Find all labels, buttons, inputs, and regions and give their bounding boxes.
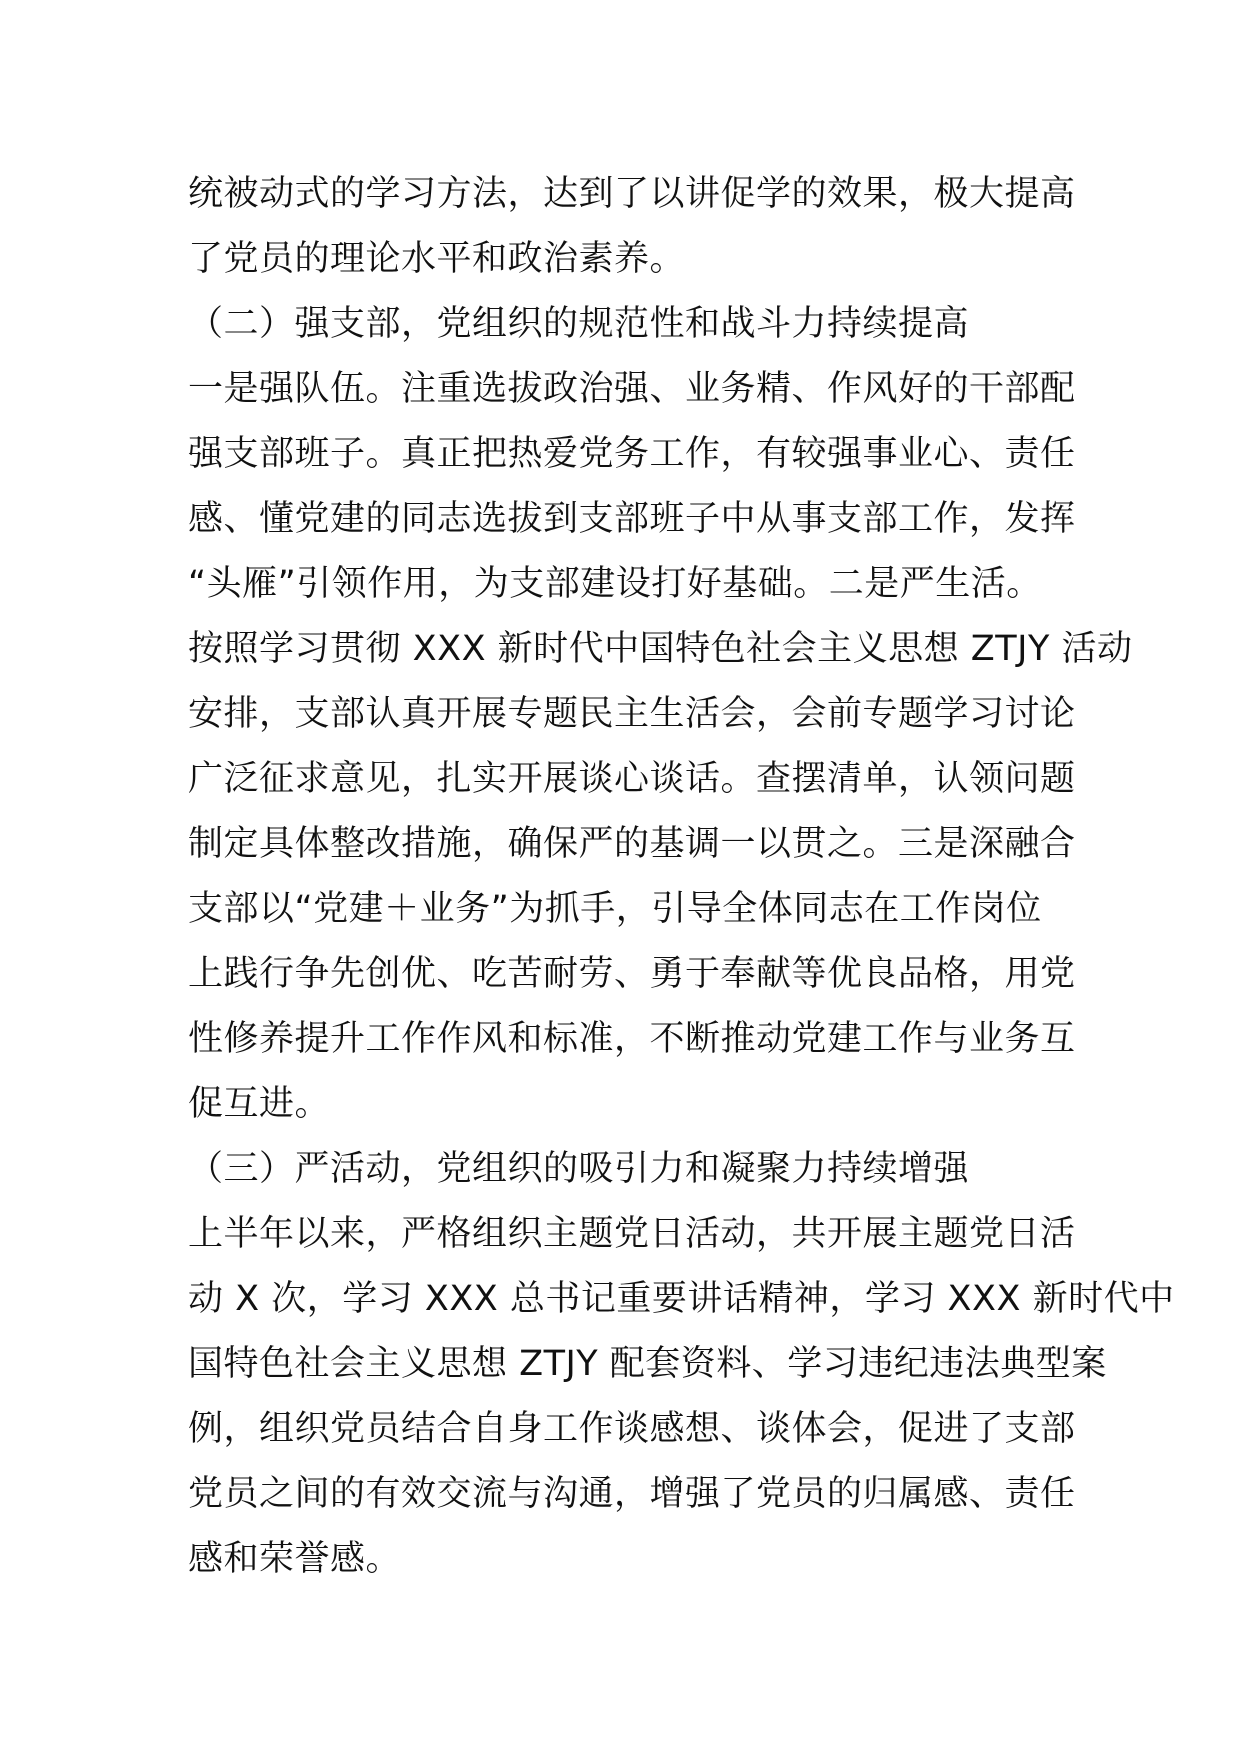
text-line: 感和荣誉感。 — [188, 1539, 402, 1579]
text-line: 动 X 次，学习 XXX 总书记重要讲话精神，学习 XXX 新时代中 — [188, 1279, 1175, 1319]
text-line: 国特色社会主义思想 ZTJY 配套资料、学习违纪违法典型案 — [188, 1344, 1107, 1384]
text-line: 上半年以来，严格组织主题党日活动，共开展主题党日活 — [188, 1214, 1076, 1254]
text-line: 广泛征求意见，扎实开展谈心谈话。查摆清单，认领问题 — [188, 759, 1076, 799]
text-line: 强支部班子。真正把热爱党务工作，有较强事业心、责任 — [188, 434, 1076, 474]
text-line: 党员之间的有效交流与沟通，增强了党员的归属感、责任 — [188, 1474, 1076, 1514]
section-heading-2: （二）强支部，党组织的规范性和战斗力持续提高 — [188, 304, 970, 344]
text-line: 了党员的理论水平和政治素养。 — [188, 239, 686, 279]
text-line: 上践行争先创优、吃苦耐劳、勇于奉献等优良品格，用党 — [188, 954, 1076, 994]
text-line: 例，组织党员结合自身工作谈感想、谈体会，促进了支部 — [188, 1409, 1076, 1449]
text-line: 性修养提升工作作风和标准，不断推动党建工作与业务互 — [188, 1019, 1076, 1059]
text-line: 统被动式的学习方法，达到了以讲促学的效果，极大提高 — [188, 174, 1076, 214]
text-line: 制定具体整改措施，确保严的基调一以贯之。三是深融合 — [188, 824, 1076, 864]
section-heading-3: （三）严活动，党组织的吸引力和凝聚力持续增强 — [188, 1149, 970, 1189]
text-line: 一是强队伍。注重选拔政治强、业务精、作风好的干部配 — [188, 369, 1076, 409]
text-line: 支部以“党建＋业务”为抓手，引导全体同志在工作岗位 — [188, 889, 1042, 929]
document-body — [188, 162, 1175, 1592]
text-line: 安排，支部认真开展专题民主生活会，会前专题学习讨论 — [188, 694, 1076, 734]
text-line: 按照学习贯彻 XXX 新时代中国特色社会主义思想 ZTJY 活动 — [188, 629, 1133, 669]
text-line: “头雁”引领作用，为支部建设打好基础。二是严生活。 — [188, 564, 1042, 604]
text-line: 感、懂党建的同志选拔到支部班子中从事支部工作，发挥 — [188, 499, 1076, 539]
text-line: 促互进。 — [188, 1084, 331, 1124]
